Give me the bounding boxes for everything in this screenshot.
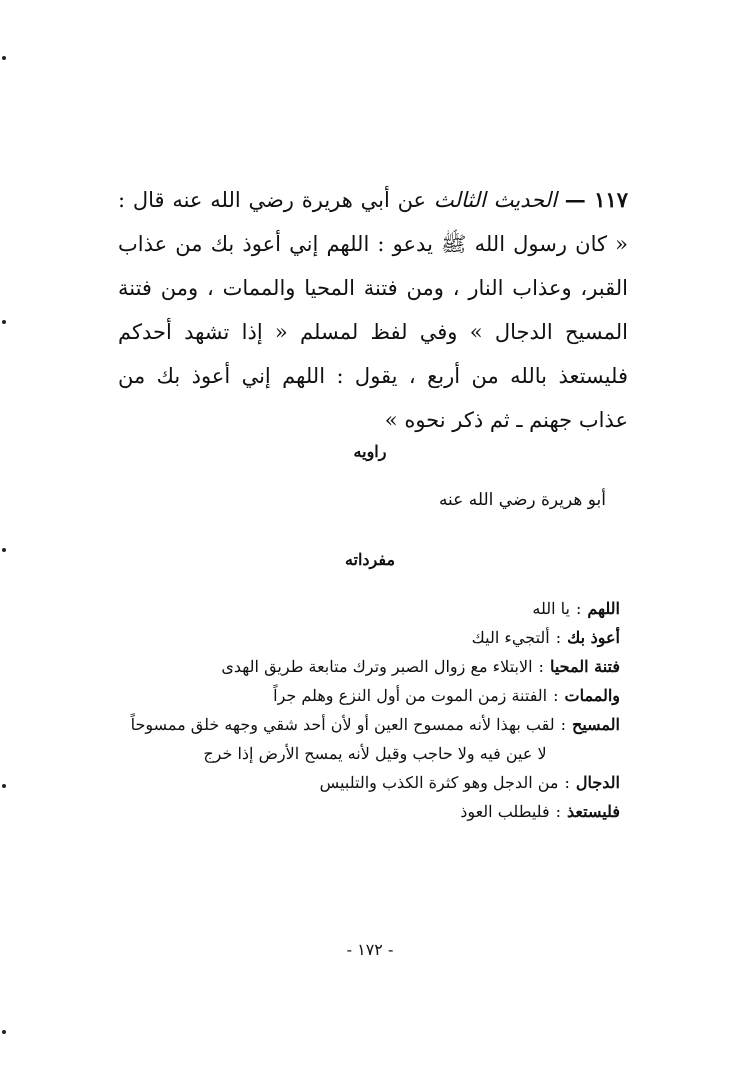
vocab-row: فليستعذ:فليطلب العوذ	[460, 802, 620, 821]
margin-dot	[2, 784, 6, 788]
hadith-label: الحديث الثالث	[433, 188, 557, 212]
vocab-term: والممات	[564, 686, 620, 705]
vocab-row: الدجال:من الدجل وهو كثرة الكذب والتلبيس	[319, 773, 620, 792]
margin-dot	[2, 1030, 6, 1034]
vocab-row: والممات:الفتنة زمن الموت من أول النزع وهلم جراً	[273, 686, 620, 705]
vocab-definition: فليطلب العوذ	[460, 802, 550, 821]
vocab-row: المسيح:لقب بهذا لأنه ممسوح العين أو لأن أحد شقي وجهه خلق ممسوحاً	[130, 715, 620, 734]
vocab-definition: الفتنة زمن الموت من أول النزع وهلم جراً	[273, 686, 548, 705]
vocab-definition: الابتلاء مع زوال الصبر وترك متابعة طريق الهدى	[221, 657, 533, 676]
vocab-definition: لا عين فيه ولا حاجب وقيل لأنه يمسح الأرض إذا خرج	[203, 744, 547, 763]
vocab-term: أعوذ بك	[567, 628, 620, 647]
narrator-heading: راويه	[353, 442, 387, 461]
narrator-name: أبو هريرة رضي الله عنه	[438, 490, 606, 510]
vocab-term: فليستعذ	[567, 802, 620, 821]
vocab-term: فتنة المحيا	[549, 657, 620, 676]
margin-dot	[2, 320, 6, 324]
vocab-row: أعوذ بك:ألتجيء اليك	[471, 628, 620, 647]
vocab-row: فتنة المحيا:الابتلاء مع زوال الصبر وترك متابعة طريق الهدى	[221, 657, 620, 676]
vocab-term: اللهم	[587, 599, 620, 618]
hadith-text: عن أبي هريرة رضي الله عنه قال : « كان رسول الله ﷺ يدعو : اللهم إني أعوذ بك من عذاب القبر، وعذاب النار ، ومن فتنة المحيا والممات ، ومن فتنة المسيح الدجال » وفي لفظ لمسلم « إذا تشهد أحدكم فليستعذ بالله من أربع ، يقول : اللهم إني أعوذ بك من عذاب جهنم ـ ثم ذكر نحوه »	[118, 188, 628, 432]
vocab-row: اللهم:يا الله	[532, 599, 620, 618]
margin-dot	[2, 56, 6, 60]
vocab-definition: ألتجيء اليك	[471, 628, 550, 647]
vocab-definition: لقب بهذا لأنه ممسوح العين أو لأن أحد شقي وجهه خلق ممسوحاً	[130, 715, 555, 734]
vocab-term: الدجال	[575, 773, 620, 792]
vocab-definition: من الدجل وهو كثرة الكذب والتلبيس	[319, 773, 559, 792]
vocab-row-continuation	[130, 739, 620, 768]
vocab-heading: مفرداته	[344, 550, 396, 569]
hadith-number: ١١٧ —	[564, 187, 628, 212]
vocab-list	[130, 594, 620, 826]
hadith-paragraph	[118, 178, 628, 442]
page-number: - ١٧٢ -	[346, 940, 394, 959]
vocab-term: المسيح	[572, 715, 620, 734]
vocab-definition: يا الله	[532, 599, 570, 618]
